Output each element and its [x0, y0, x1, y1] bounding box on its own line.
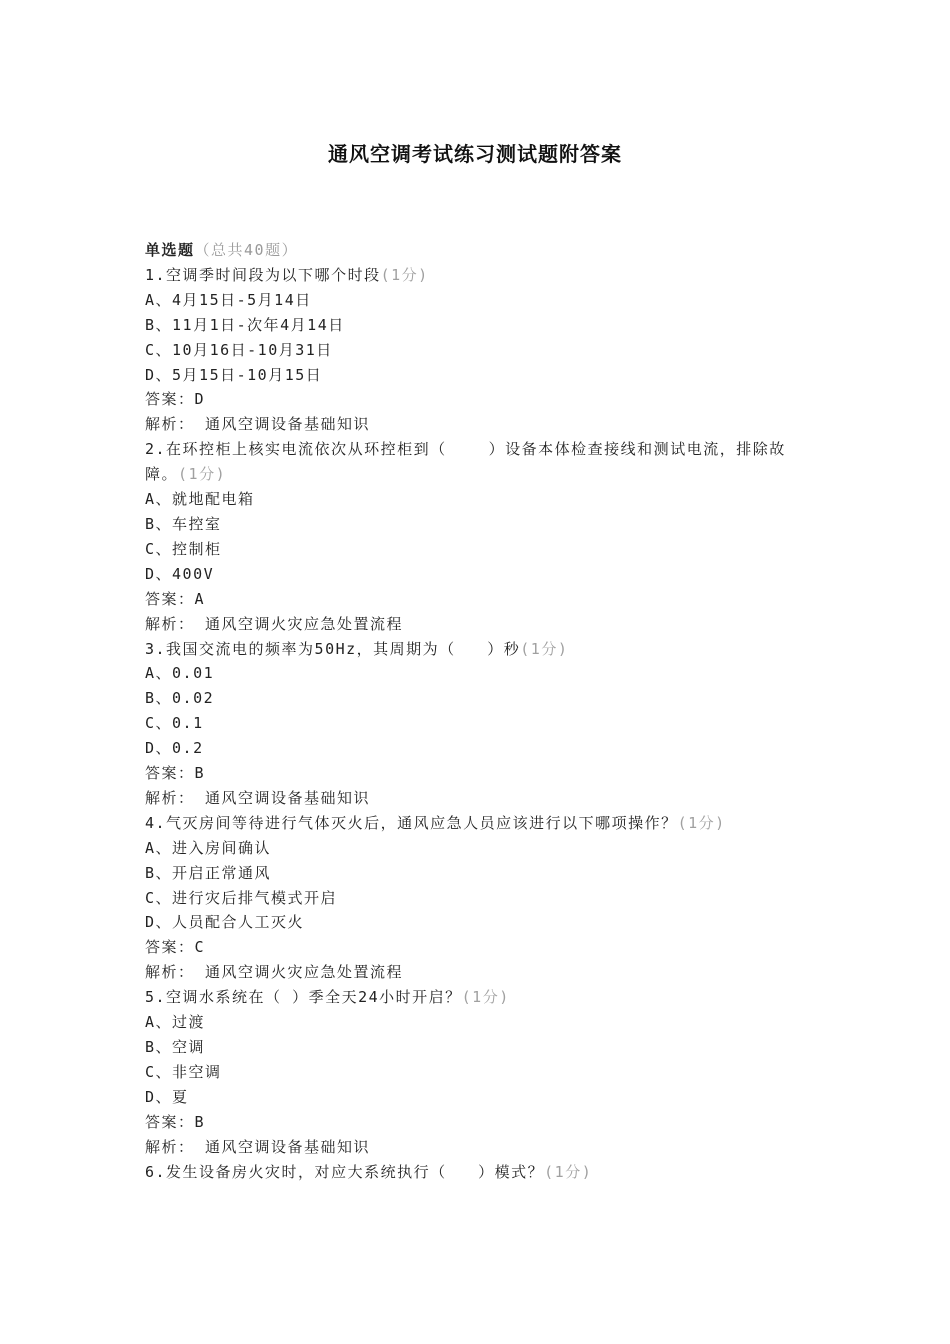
answer: 答案：D	[145, 390, 206, 409]
option: D、400V	[145, 564, 215, 583]
analysis: 解析： 通风空调设备基础知识	[145, 415, 371, 434]
option: B、车控室	[145, 514, 222, 533]
section-note: （总共40题）	[194, 241, 299, 259]
question-list	[145, 238, 805, 1184]
question-score: (1分)	[461, 988, 510, 1007]
answer: 答案：B	[145, 764, 206, 783]
option: B、开启正常通风	[145, 863, 272, 882]
option: A、进入房间确认	[145, 838, 272, 857]
option: D、0.2	[145, 739, 204, 758]
option: A、就地配电箱	[145, 490, 255, 509]
option: B、0.02	[145, 689, 215, 708]
question-text: 4.气灭房间等待进行气体灭火后，通风应急人员应该进行以下哪项操作？	[145, 813, 678, 832]
question-text: 3.我国交流电的频率为50Hz，其周期为（ ）秒	[145, 639, 521, 658]
option: C、10月16日-10月31日	[145, 340, 333, 359]
question-stem	[145, 437, 805, 487]
question-score: (1分)	[178, 465, 227, 484]
question-text: 6.发生设备房火灾时，对应大系统执行（ ）模式？	[145, 1162, 545, 1181]
section-header	[145, 238, 805, 263]
analysis: 解析： 通风空调设备基础知识	[145, 788, 371, 807]
analysis: 解析： 通风空调设备基础知识	[145, 1137, 371, 1156]
analysis: 解析： 通风空调火灾应急处置流程	[145, 963, 404, 982]
option: B、空调	[145, 1038, 206, 1056]
document-title: 通风空调考试练习测试题附答案	[328, 142, 622, 166]
section-label: 单选题	[145, 241, 195, 259]
option: D、人员配合人工灭火	[145, 913, 305, 932]
question-stem	[145, 263, 805, 288]
question-stem	[145, 985, 805, 1010]
option: D、夏	[145, 1087, 189, 1106]
question-text: 1.空调季时间段为以下哪个时段	[145, 265, 381, 284]
option: A、0.01	[145, 664, 215, 683]
question-score: (1分)	[520, 639, 569, 658]
question-stem	[145, 1160, 805, 1185]
question-stem	[145, 811, 805, 836]
question-score: (1分)	[380, 265, 429, 284]
answer: 答案：B	[145, 1112, 206, 1131]
answer: 答案：A	[145, 589, 206, 608]
option: C、0.1	[145, 714, 204, 733]
question-text: 5.空调水系统在（ ）季全天24小时开启？	[145, 988, 462, 1007]
question-score: (1分)	[677, 813, 726, 832]
option: C、非空调	[145, 1062, 222, 1081]
question-text: 2.在环控柜上核实电流依次从环控柜到（ ）设备本体检查接线和测试电流，排除故障。	[145, 440, 786, 484]
option: C、控制柜	[145, 539, 222, 558]
option: C、进行灾后排气模式开启	[145, 888, 338, 907]
question-score: (1分)	[544, 1162, 593, 1181]
option: B、11月1日-次年4月14日	[145, 315, 345, 334]
option: D、5月15日-10月15日	[145, 365, 323, 384]
question-stem	[145, 637, 805, 662]
answer: 答案：C	[145, 938, 206, 957]
analysis: 解析： 通风空调火灾应急处置流程	[145, 614, 404, 633]
option: A、4月15日-5月14日	[145, 290, 312, 309]
option: A、过渡	[145, 1013, 206, 1032]
